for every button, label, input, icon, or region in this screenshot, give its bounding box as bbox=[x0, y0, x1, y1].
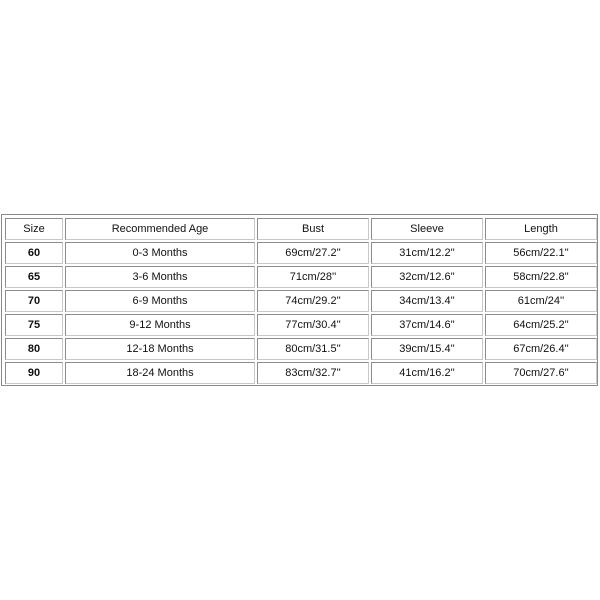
sleeve-cell: 31cm/12.2'' bbox=[371, 242, 483, 264]
table-row bbox=[5, 266, 597, 288]
length-cell: 61cm/24'' bbox=[485, 290, 597, 312]
size-chart-table bbox=[3, 216, 599, 386]
table-header-row bbox=[5, 218, 597, 240]
sleeve-cell: 37cm/14.6'' bbox=[371, 314, 483, 336]
table-row bbox=[5, 242, 597, 264]
size-cell: 90 bbox=[5, 362, 63, 384]
length-cell: 58cm/22.8'' bbox=[485, 266, 597, 288]
sleeve-cell: 34cm/13.4'' bbox=[371, 290, 483, 312]
size-cell: 75 bbox=[5, 314, 63, 336]
size-cell: 60 bbox=[5, 242, 63, 264]
header-length: Length bbox=[485, 218, 597, 240]
age-cell: 3-6 Months bbox=[65, 266, 255, 288]
header-sleeve: Sleeve bbox=[371, 218, 483, 240]
age-cell: 9-12 Months bbox=[65, 314, 255, 336]
sleeve-cell: 39cm/15.4'' bbox=[371, 338, 483, 360]
table-row bbox=[5, 338, 597, 360]
age-cell: 12-18 Months bbox=[65, 338, 255, 360]
bust-cell: 77cm/30.4'' bbox=[257, 314, 369, 336]
bust-cell: 80cm/31.5'' bbox=[257, 338, 369, 360]
length-cell: 56cm/22.1'' bbox=[485, 242, 597, 264]
table-row bbox=[5, 362, 597, 384]
size-cell: 80 bbox=[5, 338, 63, 360]
header-bust: Bust bbox=[257, 218, 369, 240]
size-cell: 65 bbox=[5, 266, 63, 288]
table-row bbox=[5, 290, 597, 312]
bust-cell: 74cm/29.2'' bbox=[257, 290, 369, 312]
age-cell: 6-9 Months bbox=[65, 290, 255, 312]
age-cell: 18-24 Months bbox=[65, 362, 255, 384]
size-chart bbox=[1, 214, 598, 386]
bust-cell: 69cm/27.2'' bbox=[257, 242, 369, 264]
length-cell: 67cm/26.4'' bbox=[485, 338, 597, 360]
bust-cell: 83cm/32.7'' bbox=[257, 362, 369, 384]
header-size: Size bbox=[5, 218, 63, 240]
sleeve-cell: 41cm/16.2'' bbox=[371, 362, 483, 384]
bust-cell: 71cm/28'' bbox=[257, 266, 369, 288]
size-cell: 70 bbox=[5, 290, 63, 312]
table-row bbox=[5, 314, 597, 336]
age-cell: 0-3 Months bbox=[65, 242, 255, 264]
sleeve-cell: 32cm/12.6'' bbox=[371, 266, 483, 288]
header-recommended-age: Recommended Age bbox=[65, 218, 255, 240]
length-cell: 64cm/25.2'' bbox=[485, 314, 597, 336]
length-cell: 70cm/27.6'' bbox=[485, 362, 597, 384]
